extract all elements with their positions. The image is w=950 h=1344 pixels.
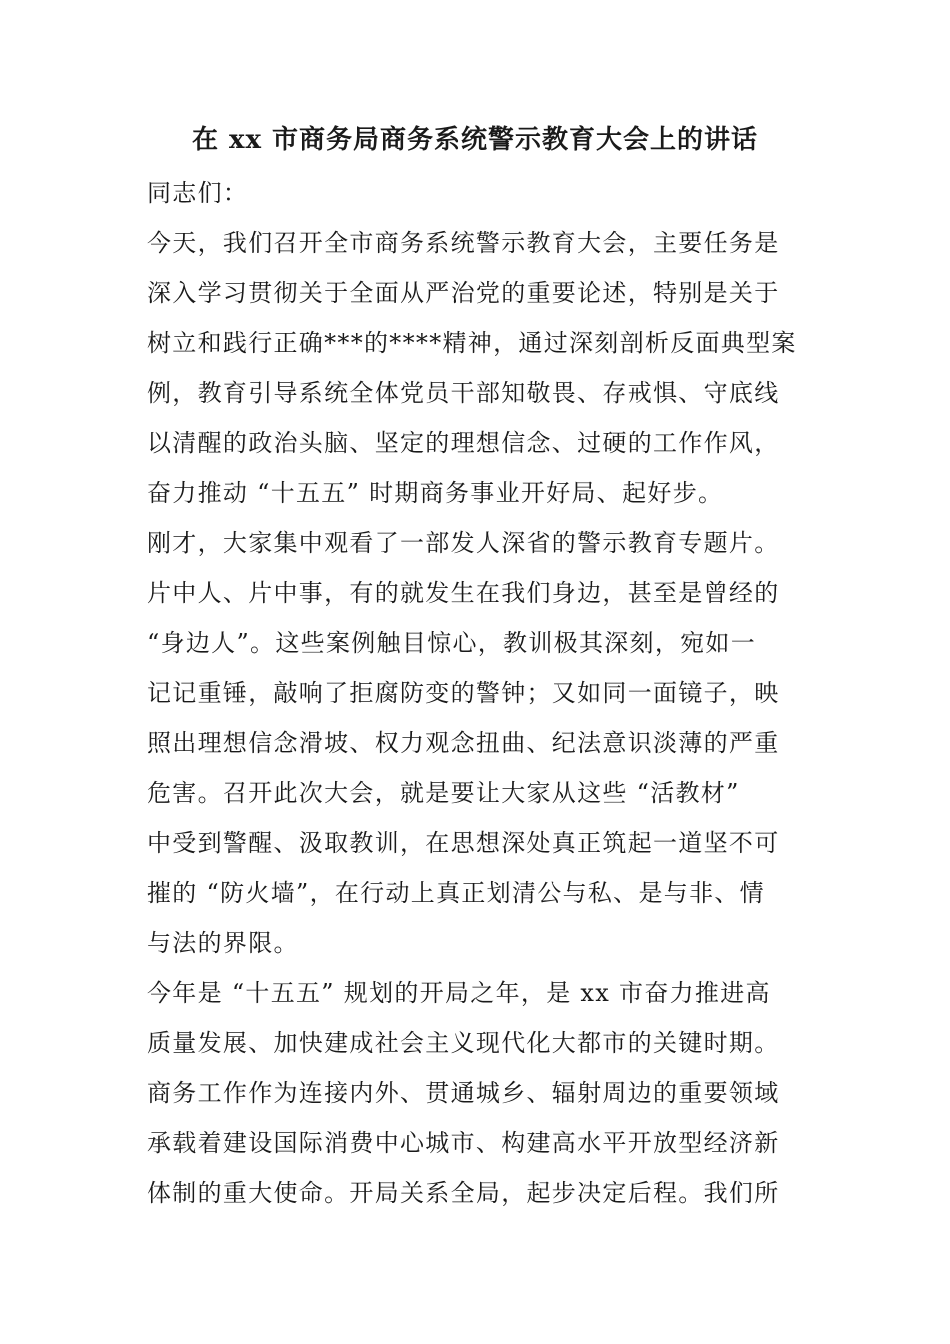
- text-line: 承载着建设国际消费中心城市、构建高水平开放型经济新: [147, 1129, 780, 1157]
- text-line: 今天，我们召开全市商务系统警示教育大会，主要任务是: [147, 229, 780, 257]
- text-line: “身边人”。这些案例触目惊心，教训极其深刻，宛如一: [147, 629, 757, 657]
- text-line: 例，教育引导系统全体党员干部知敬畏、存戒惧、守底线: [147, 379, 780, 407]
- text-line: 刚才，大家集中观看了一部发人深省的警示教育专题片。: [147, 529, 780, 557]
- document-title: 在 xx 市商务局商务系统警示教育大会上的讲话: [191, 125, 759, 155]
- text-line: 树立和践行正确***的****精神，通过深刻剖析反面典型案: [147, 329, 797, 357]
- text-line: 体制的重大使命。开局关系全局，起步决定后程。我们所: [147, 1179, 780, 1207]
- text-line: 与法的界限。: [147, 929, 299, 957]
- text-line: 商务工作作为连接内外、贯通城乡、辐射周边的重要领域: [147, 1079, 780, 1107]
- text-line: 中受到警醒、汲取教训，在思想深处真正筑起一道坚不可: [147, 829, 780, 857]
- text-line: 记记重锤，敲响了拒腐防变的警钟；又如同一面镜子，映: [147, 679, 780, 707]
- text-line: 今年是 “十五五” 规划的开局之年，是 xx 市奋力推进高: [147, 979, 771, 1007]
- text-line: 以清醒的政治头脑、坚定的理想信念、过硬的工作作风，: [147, 429, 780, 457]
- text-line: 奋力推动 “十五五” 时期商务事业开好局、起好步。: [147, 479, 724, 507]
- text-line: 质量发展、加快建成社会主义现代化大都市的关键时期。: [147, 1029, 780, 1057]
- text-line: 危害。召开此次大会，就是要让大家从这些 “活教材”: [147, 779, 740, 807]
- text-line: 深入学习贯彻关于全面从严治党的重要论述，特别是关于: [147, 279, 780, 307]
- text-line: 照出理想信念滑坡、权力观念扭曲、纪法意识淡薄的严重: [147, 729, 780, 757]
- text-line: 片中人、片中事，有的就发生在我们身边，甚至是曾经的: [147, 579, 780, 607]
- text-line: 同志们：: [147, 179, 249, 207]
- document-body: [147, 168, 807, 1218]
- text-line: 摧的 “防火墙”，在行动上真正划清公与私、是与非、情: [147, 879, 765, 907]
